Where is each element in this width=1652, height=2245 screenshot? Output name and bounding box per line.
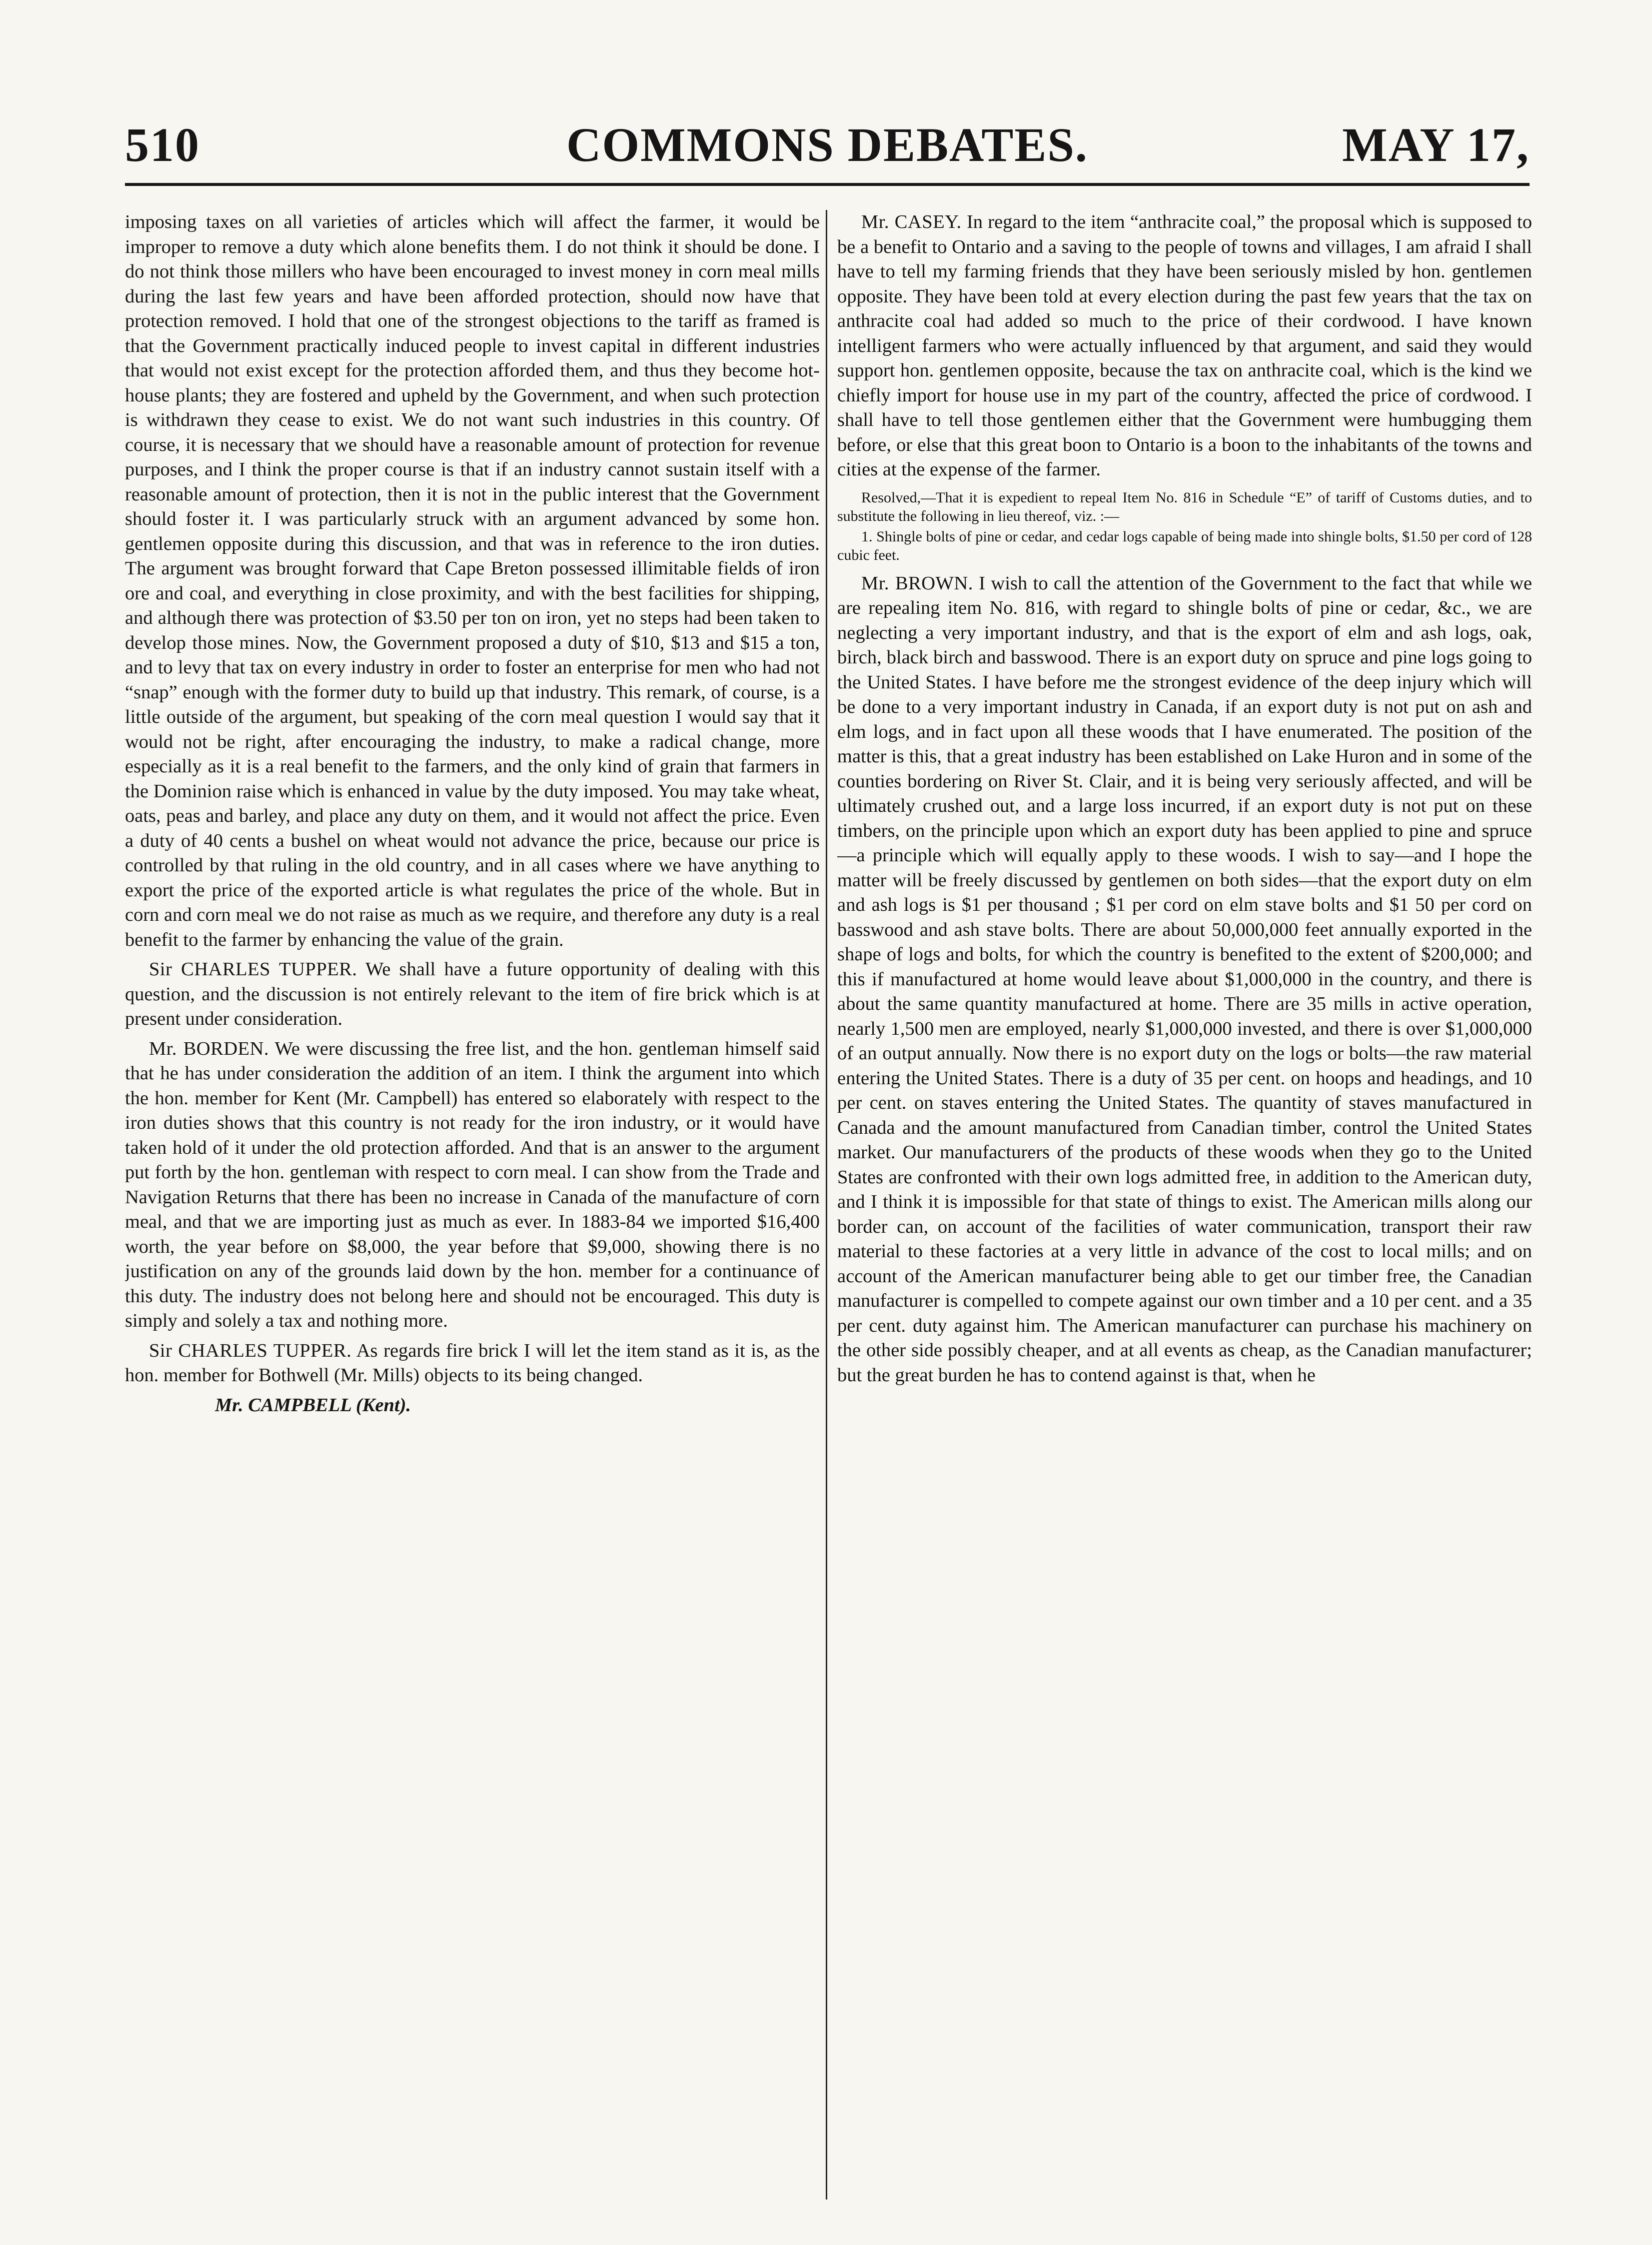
page-date: MAY 17, bbox=[1342, 118, 1530, 171]
speaker-name: Sir CHARLES TUPPER. bbox=[149, 1340, 352, 1361]
paragraph-text: We shall have a future opportunity of dealing with this question, and the discussion is not entirely relevant to the item of fire brick which is at present under consideration. bbox=[125, 959, 820, 1029]
left-column bbox=[125, 210, 820, 2200]
speaker-name: Sir CHARLES TUPPER. bbox=[149, 959, 357, 980]
paragraph bbox=[837, 571, 1532, 1388]
page-header bbox=[125, 115, 1530, 185]
speaker-name: Mr. CASEY. bbox=[861, 211, 962, 232]
paragraph-text: As regards fire brick I will let the item stand as it is, as the hon. member for Bothwell (Mr. Mills) objects to its being changed. bbox=[125, 1340, 820, 1386]
resolution-item: 1. Shingle bolts of pine or cedar, and cedar logs capable of being made into shingle bolts, $1.50 per cord of 128 cubic feet. bbox=[837, 528, 1532, 563]
paragraph-text: I wish to call the attention of the Government to the fact that while we are repealing item No. 816, with regard to shingle bolts of pine or cedar, &c., we are neglecting a very important industry, and that is the export of elm and ash logs, oak, birch, black birch and basswood. There is an export duty on spruce and pine logs going to the United States. I have before me the strongest evidence of the deep injury which will be done to a very important industry in Canada, if an export duty is not put on ash and elm logs, and in fact upon all these woods that I have enumerated. The position of the matter is this, that a great industry has been established on Lake Huron and in some of the counties bordering on River St. Clair, and it is being very seriously affected, and will be ultimately crushed out, and a large loss incurred, if an export duty is not put on these timbers, on the principle upon which an export duty has been applied to pine and spruce—a principle which will equally apply to these woods. I wish to say—and I hope the matter will be freely discussed by gentlemen on both sides—that the export duty on elm and ash logs is $1 per thousand ; $1 per cord on elm stave bolts and $1 50 per cord on basswood and ash stave bolts. There are about 50,000,000 feet annually exported in the shape of logs and bolts, for which the country is benefited to the extent of $200,000; and this if manufactured at home would leave about $1,000,000 in the country, and there is about the same quantity manufactured at home. There are 35 mills in active operation, nearly 1,500 men are employed, nearly $1,000,000 invested, and there is over $1,000,000 of an output annually. Now there is no export duty on the logs or bolts—the raw material entering the United States. There is a duty of 35 per cent. on hoops and headings, and 10 per cent. on staves entering the United States. The quantity of staves manufactured in Canada and the amount manufactured from Canadian timber, control the United States market. Our manufacturers of the products of these woods when they go to the United States are confronted with their own logs admitted free, in addition to the American duty, and I think it is impossible for that state of things to exist. The American mills along our border can, on account of the facilities of water communication, transport their raw material to these factories at a very little in advance of the cost to local mills; and on account of the American manufacturer being able to get our timber free, the Canadian manufacturer is compelled to compete against our own timber and a 10 per cent. and a 35 per cent. duty against him. The American manufacturer can purchase his machinery on the other side possibly cheaper, and at all events as cheap, as the Canadian manufacturer; but the great burden he has to contend against is that, when he bbox=[837, 572, 1532, 1386]
resolution-block bbox=[837, 488, 1532, 564]
paragraph-text: In regard to the item “anthracite coal,” the proposal which is supposed to be a benefit to Ontario and a saving to the people of towns and villages, I am afraid I shall have to tell my farming friends that they have been seriously misled by hon. gentlemen opposite. They have been told at every election during the past few years that the tax on anthracite coal had added so much to the price of their cordwood. I have known intelligent farmers who were actually influenced by that argument, and said they would support hon. gentlemen opposite, because the tax on anthracite coal, which is the kind we chiefly import for house use in my part of the country, affected the price of cordwood. I shall have to tell those gentlemen either that the Government were humbugging them before, or else that this great boon to Ontario is a boon to the inhabitants of the towns and cities at the expense of the farmer. bbox=[837, 211, 1532, 480]
paragraph bbox=[837, 210, 1532, 482]
paragraph bbox=[125, 1339, 820, 1388]
paragraph-text: We were discussing the free list, and the hon. gentleman himself said that he has under consideration the addition of an item. I think the argument into which the hon. member for Kent (Mr. Campbell) has entered so elaborately with respect to the iron duties shows that this country is not ready for the iron industry, or it would have taken hold of it under the old protection afforded. And that is an answer to the argument put forth by the hon. gentleman with respect to corn meal. I can show from the Trade and Navigation Returns that there has been no increase in Canada of the manufacture of corn meal, and that we are importing just as much as ever. In 1883-84 we imported $16,400 worth, the year before on $8,000, the year before that $9,000, showing there is no justification on any of the grounds laid down by the hon. member for a continuance of this duty. The industry does not belong here and should not be encouraged. This duty is simply and solely a tax and nothing more. bbox=[125, 1038, 820, 1331]
resolution-text: Resolved,—That it is expedient to repeal Item No. 816 in Schedule “E” of tariff of Customs duties, and to substitute the following in lieu thereof, viz. :— bbox=[837, 489, 1532, 524]
paragraph-text: imposing taxes on all varieties of articles which will affect the farmer, it would be improper to remove a duty which alone benefits them. I do not think it should be done. I do not think those millers who have been encouraged to invest money in corn meal mills during the last few years and have been afforded protection, should now have that protection removed. I hold that one of the strongest objections to the tariff as framed is that the Government practically induced people to invest capital in different industries that would not exist except for the protection afforded them, and thus they become hot-house plants; they are fostered and upheld by the Government, and when such protection is withdrawn they cease to exist. We do not want such industries in this country. Of course, it is necessary that we should have a reasonable amount of protection for revenue purposes, and I think the proper course is that if an industry cannot sustain itself with a reasonable amount of protection, then it is not in the public interest that the Government should foster it. I was particularly struck with an argument advanced by some hon. gentlemen opposite during this discussion, and that was in reference to the iron duties. The argument was brought forward that Cape Breton possessed illimitable fields of iron ore and coal, and everything in close proximity, and with the best facilities for shipping, and although there was protection of $3.50 per ton on iron, yet no steps had been taken to develop those mines. Now, the Government proposed a duty of $10, $13 and $15 a ton, and to levy that tax on every industry in order to foster an enterprise for men who had not “snap” enough with the former duty to build up that industry. This remark, of course, is a little outside of the argument, but speaking of the corn meal question I would say that it would not be right, after encouraging the industry, to make a radical change, more especially as it is a real benefit to the farmers, and the only kind of grain that farmers in the Dominion raise which is enhanced in value by the duty imposed. You may take wheat, oats, peas and barley, and place any duty on them, and it would not affect the price. Even a duty of 40 cents a bushel on wheat would not advance the price, because our price is controlled by that ruling in the old country, and in all cases where we have anything to export the price of the exported article is what regulates the price of the whole. But in corn and corn meal we do not raise as much as we require, and therefore any duty is a real benefit to the farmer by enhancing the value of the grain. bbox=[125, 211, 820, 950]
paragraph bbox=[125, 1037, 820, 1334]
paragraph bbox=[125, 210, 820, 952]
speaker-name: Mr. BROWN. bbox=[861, 572, 973, 594]
paragraph bbox=[125, 957, 820, 1032]
right-column bbox=[837, 210, 1532, 2200]
page-number: 510 bbox=[125, 118, 200, 171]
page-title: COMMONS DEBATES. bbox=[566, 118, 1088, 171]
column-divider bbox=[826, 210, 827, 2200]
speaker-name: Mr. BORDEN. bbox=[149, 1038, 269, 1059]
speaker-signature: Mr. CAMPBELL (Kent). bbox=[215, 1394, 411, 1416]
header-rule bbox=[125, 183, 1530, 186]
